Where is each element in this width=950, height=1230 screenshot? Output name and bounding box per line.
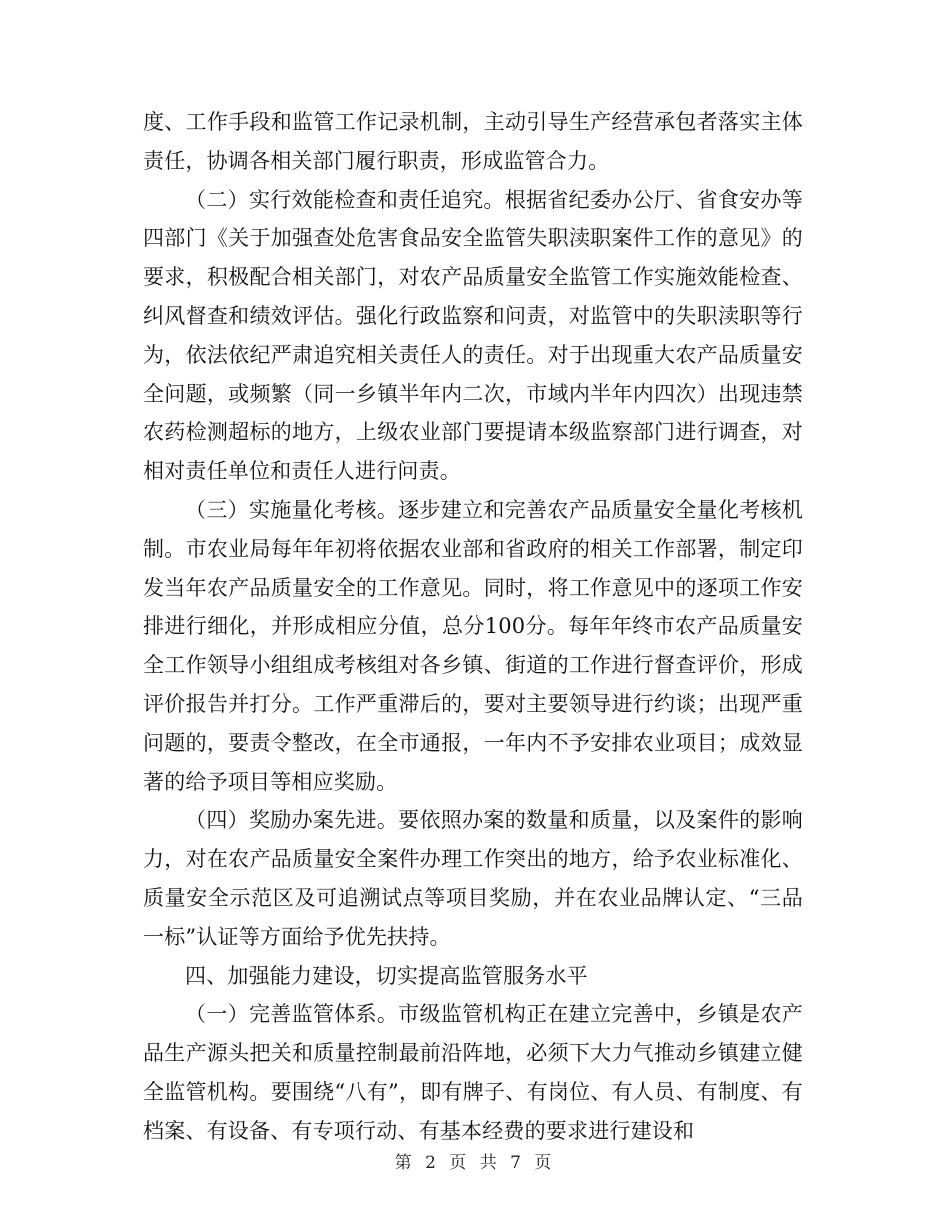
document-body <box>143 103 803 1151</box>
paragraph-continuation: 度、工作手段和监管工作记录机制，主动引导生产经营承包者落实主体责任，协调各相关部门履行职责，形成监管合力。 <box>143 110 803 173</box>
paragraph-case-rewards: （四）奖励办案先进。要依照办案的数量和质量，以及案件的影响力，对在农产品质量安全案件办理工作突出的地方，给予农业标准化、质量安全示范区及可追溯试点等项目奖励，并在农业品牌认定、“三品一标”认证等方面给予优先扶持。 <box>143 808 803 949</box>
paragraph-efficiency-inspection: （二）实行效能检查和责任追究。根据省纪委办公厅、省食安办等四部门《关于加强查处危害食品安全监管失职渎职案件工作的意见》的要求，积极配合相关部门，对农产品质量安全监管工作实施效能检查、纠风督查和绩效评估。强化行政监察和问责，对监管中的失职渎职等行为，依法依纪严肃追究相关责任人的责任。对于出现重大农产品质量安全问题，或频繁（同一乡镇半年内二次，市域内半年内四次）出现违禁农药检测超标的地方，上级农业部门要提请本级监察部门进行调查，对相对责任单位和责任人进行问责。 <box>143 187 803 484</box>
paragraph-quantitative-assessment: （三）实施量化考核。逐步建立和完善农产品质量安全量化考核机制。市农业局每年年初将依据农业部和省政府的相关工作部署，制定印发当年农产品质量安全的工作意见。同时，将工作意见中的逐项工作安排进行细化，并形成相应分值，总分100分。每年年终市农产品质量安全工作领导小组组成考核组对各乡镇、街道的工作进行督查评价，形成评价报告并打分。工作严重滞后的，要对主要领导进行约谈；出现严重问题的，要责令整改，在全市通报，一年内不予安排农业项目；成效显著的给予项目等相应奖励。 <box>143 497 803 794</box>
paragraph-supervision-system: （一）完善监管体系。市级监管机构正在建立完善中，乡镇是农产品生产源头把关和质量控制最前沿阵地，必须下大力气推动乡镇建立健全监管机构。要围绕“八有”，即有牌子、有岗位、有人员、有制度、有档案、有设备、有专项行动、有基本经费的要求进行建设和 <box>143 1002 803 1143</box>
page-number-footer: 第 2 页 共 7 页 <box>394 1153 556 1173</box>
section-heading: 四、加强能力建设，切实提高监管服务水平 <box>185 963 588 988</box>
